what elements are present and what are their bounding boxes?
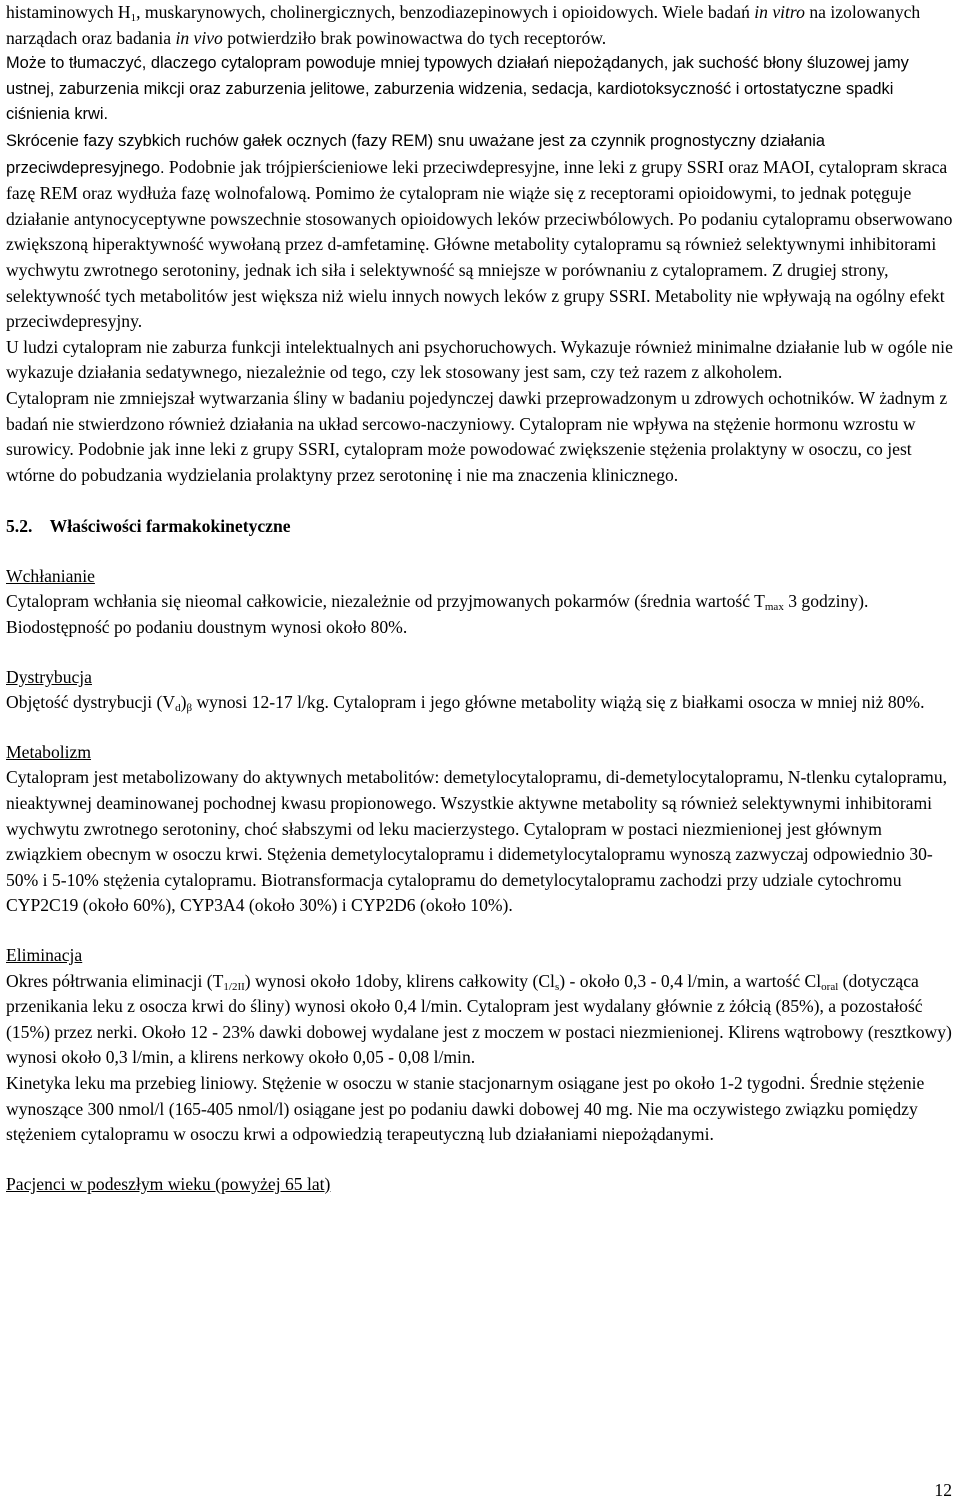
paragraph-kinetics: Kinetyka leku ma przebieg liniowy. Stężenie w osoczu w stanie stacjonarnym osiągane jest po około 1-2 tygodni. Średnie stężenie wynoszące 300 nmol/l (165-405 nmol/l) osiągane jest po podaniu dawki dobowej 40 mg. Nie ma oczywistego związku pomiędzy stężeniem cytalopramu w osoczu krwi a odpowiedzią terapeutyczną lub działaniami niepożądanymi. — [6, 1072, 925, 1145]
text-run: Cytalopram wchłania się nieomal całkowicie, niezależnie od przyjmowanych pokarmów (średnia wartość T — [6, 591, 765, 612]
heading-elimination: Eliminacja — [6, 945, 83, 965]
text-run: Okres półtrwania eliminacji (T — [6, 970, 224, 991]
subscript: oral — [821, 980, 839, 993]
text-run: wynosi 12-17 l/kg. Cytalopram i jego główne metabolity wiążą się z białkami osocza w mniej niż 80%. — [192, 692, 925, 713]
text-run: ) wynosi około 1doby, klirens całkowity (Cl — [244, 970, 555, 991]
paragraph-distribution — [6, 690, 954, 716]
text-run: (dotycząca przenikania leku z osocza krwi do śliny) wynosi około 0,4 l/min. Cytalopram jest wydalany głównie z żółcią (85%), a pozostałość (15%) przez nerki. Około 12 - 23% dawki dobowej wydalane jest z moczem w postaci niezmienionej. Klirens wątrobowy (resztkowy) wynosi około 0,3 l/min, a klirens nerkowy około 0,05 - 0,08 l/min. — [6, 970, 952, 1068]
subscript: 1 — [130, 12, 137, 24]
heading-absorption: Wchłanianie — [6, 565, 95, 586]
text-run: na izolowanych narządach oraz badania — [6, 2, 921, 48]
paragraph-rem-sleep — [6, 128, 954, 335]
paragraph-side-effects: Może to tłumaczyć, dlaczego cytalopram powoduje mniej typowych działań niepożądanych, jak suchość błony śluzowej jamy ustnej, zaburzenia mikcji oraz zaburzenia jelitowe, zaburzenia widzenia, sedacja, kardiotoksyczność i ortostatyczne spadki ciśnienia krwi. — [6, 54, 909, 124]
paragraph-receptors — [6, 0, 954, 51]
paragraph-metabolism: Cytalopram jest metabolizowany do aktywnych metabolitów: demetylocytalopramu, di-demetylocytalopramu, N-tlenku cytalopramu, nieaktywnej deaminowanej pochodnej kwasu propionowego. Wszystkie aktywne metabolity są również selektywnymi inhibitorami wychwytu zwrotnego serotoniny, choć słabszymi od leku macierzystego. Cytalopram w postaci niezmienionej jest głównym związkiem obecnym w osoczu krwi. Stężenia demetylocytalopramu i didemetylocytalopramu wynoszą zazwyczaj odpowiednio 30-50% i 5-10% stężenia cytalopramu. Biotransformacja cytalopramu do demetylocytalopramu zachodzi przy udziale cytochromu CYP2C19 (około 60%), CYP3A4 (około 30%) i CYP2D6 (około 10%). — [6, 767, 948, 916]
section-title: Właściwości farmakokinetyczne — [49, 516, 291, 537]
heading-distribution: Dystrybucja — [6, 666, 92, 687]
text-run: Objętość dystrybucji (V — [6, 692, 176, 713]
text-run: histaminowych H — [6, 2, 131, 22]
text-run: potwierdziło brak powinowactwa do tych receptorów. — [222, 27, 607, 48]
italic-term: in vitro — [754, 2, 805, 22]
text-run: 3 godziny). Biodostępność po podaniu doustnym wynosi około 80%. — [6, 591, 869, 638]
section-number: 5.2. — [6, 516, 33, 537]
text-run: ) - około 0,3 - 0,4 l/min, a wartość Cl — [559, 970, 822, 991]
text-run: Skrócenie fazy szybkich ruchów gałek ocznych (fazy REM) snu uważane jest za czynnik prognostyczny działania przeciwdepresyjnego. — [6, 131, 825, 177]
paragraph-saliva: Cytalopram nie zmniejszał wytwarzania śliny w badaniu pojedynczej dawki przeprowadzonym u zdrowych ochotników. W żadnym z badań nie stwierdzono również działania na układ sercowo-naczyniowy. Cytalopram nie wpływa na stężenie hormonu wzrostu w surowicy. Podobnie jak inne leki z grupy SSRI, cytalopram może powodować zwiększenie stężenia prolaktyny w osoczu, co jest wtórne do pobudzania wydzielania prolaktyny przez serotoninę i nie ma znaczenia klinicznego. — [6, 387, 948, 485]
section-heading — [6, 514, 954, 540]
heading-elderly: Pacjenci w podeszłym wieku (powyżej 65 lat) — [6, 1173, 331, 1194]
subscript: β — [186, 702, 193, 715]
paragraph-elimination — [6, 969, 954, 1071]
heading-metabolism: Metabolizm — [6, 741, 92, 762]
subscript: 1/2II — [223, 980, 245, 993]
subscript: d — [175, 702, 181, 715]
text-run: Podobnie jak trójpierścieniowe leki przeciwdepresyjne, inne leki z grupy SSRI oraz MAOI, cytalopram skraca fazę REM oraz wydłuża fazę wolnofalową. Pomimo że cytalopram nie wiąże się z receptorami opioidowymi, to jednak potęguje działanie antynocyceptywne powszechnie stosowanych opioidowych leków przeciwbólowych. Po podaniu cytalopramu obserwowano zwiększoną hiperaktywność wywołaną przez d-amfetaminę. Główne metabolity cytalopramu są również selektywnymi inhibitorami wychwytu zwrotnego serotoniny, jednak ich siła i selektywność są mniejsze w porównaniu z cytalopramem. Z drugiej strony, selektywność tych metabolitów jest większa niż wielu innych nowych leków z grupy SSRI. Metabolity nie wpływają na ogólny efekt przeciwdepresyjny. — [6, 156, 953, 332]
page-number: 12 — [934, 1480, 952, 1500]
subscript: max — [764, 601, 784, 614]
text-run: , muskarynowych, cholinergicznych, benzodiazepinowych i opioidowych. Wiele badań — [136, 2, 755, 22]
paragraph-absorption — [6, 589, 954, 640]
paragraph-psychomotor: U ludzi cytalopram nie zaburza funkcji intelektualnych ani psychoruchowych. Wykazuje również minimalne działanie lub w ogóle nie wykazuje działania sedatywnego, niezależnie od tego, czy lek stosowany jest sam, czy też razem z alkoholem. — [6, 336, 953, 383]
text-run: ) — [180, 692, 187, 713]
subscript: s — [554, 980, 560, 993]
italic-term: in vivo — [175, 27, 223, 48]
